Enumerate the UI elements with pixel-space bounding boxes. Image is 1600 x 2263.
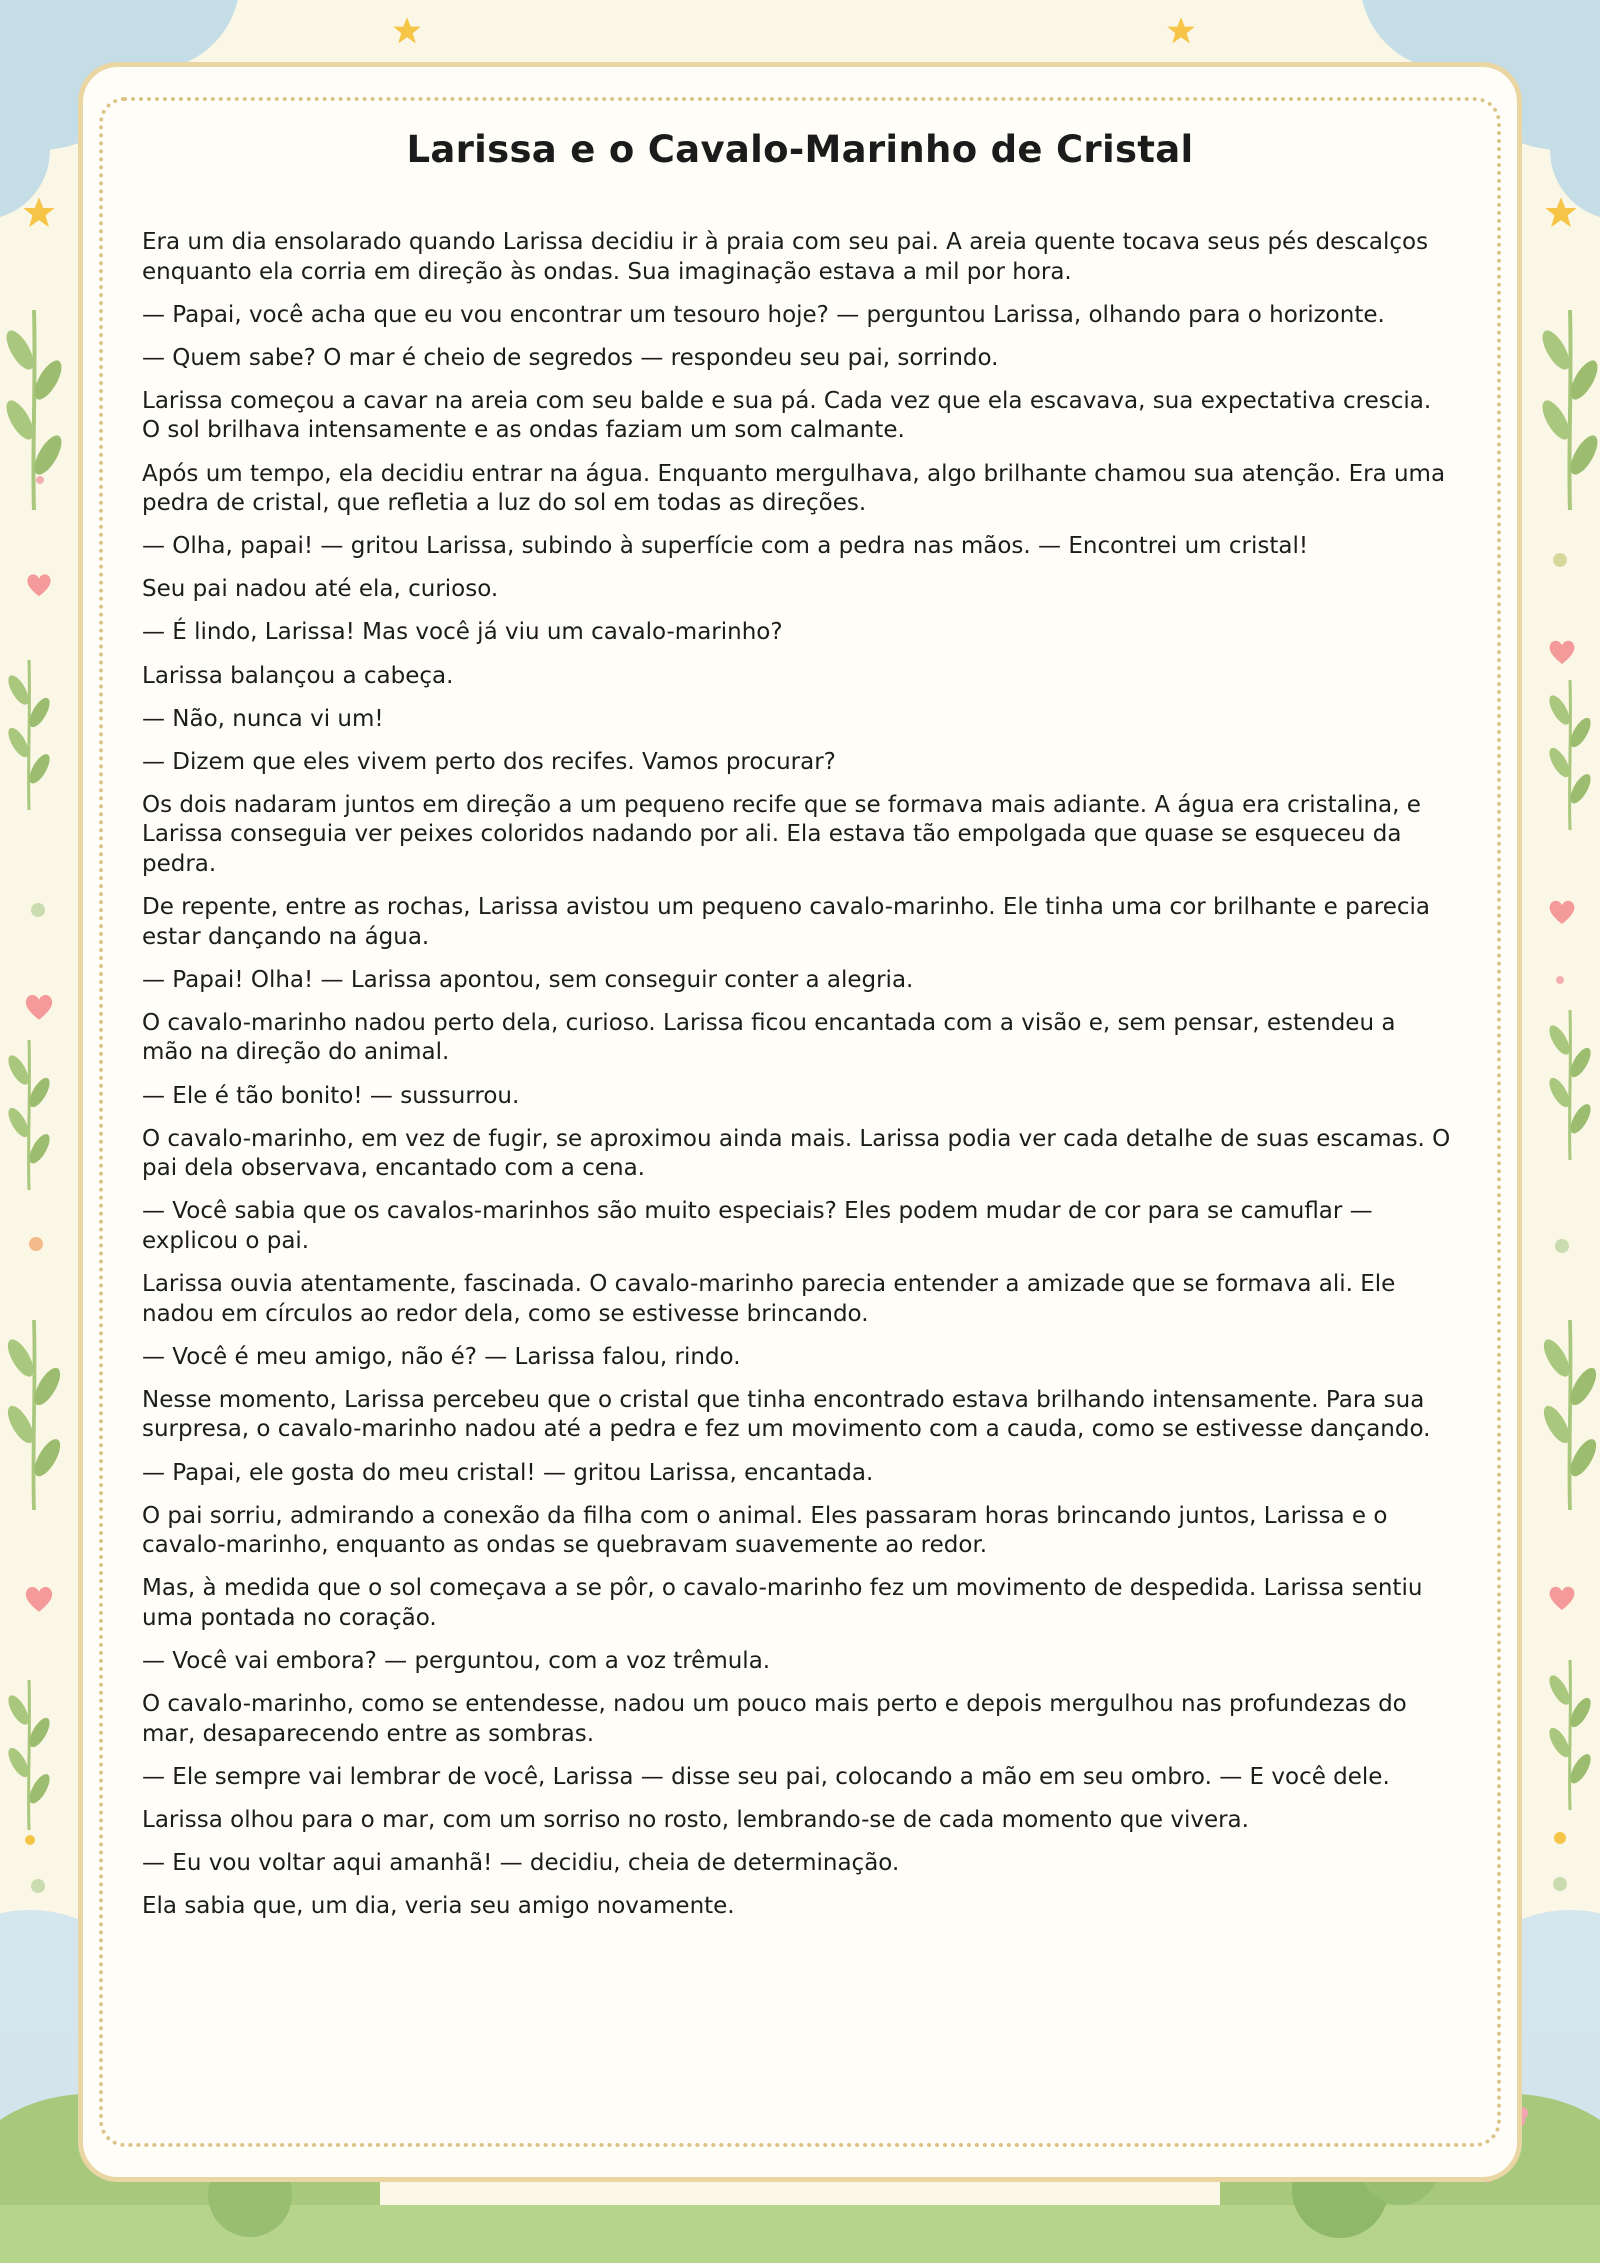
story-paragraph: Larissa olhou para o mar, com um sorriso no rosto, lembrando-se de cada momento que vivera. — [142, 1806, 1249, 1833]
story-paragraph: Os dois nadaram juntos em direção a um pequeno recife que se formava mais adiante. A água era cristalina, e Larissa conseguia ver peixes coloridos nadando por ali. Ela estava tão empolgada que quase se esqueceu da pedra. — [142, 791, 1421, 877]
story-paragraph: O pai sorriu, admirando a conexão da filha com o animal. Eles passaram horas brincando juntos, Larissa e o cavalo-marinho, enquanto as ondas se quebravam suavemente ao redor. — [142, 1502, 1388, 1559]
star-icon — [23, 197, 54, 227]
story-paragraph: — Papai! Olha! — Larissa apontou, sem conseguir conter a alegria. — [142, 966, 914, 993]
leaf-icon — [3, 1320, 65, 1510]
star-icon — [393, 17, 421, 43]
leaf-icon — [1539, 1320, 1600, 1510]
story-title: Larissa e o Cavalo-Marinho de Cristal — [406, 128, 1194, 171]
story-paragraph: — Não, nunca vi um! — [142, 705, 384, 732]
story-paragraph: Era um dia ensolarado quando Larissa decidiu ir à praia com seu pai. A areia quente tocava seus pés descalços enquanto ela corria em direção às ondas. Sua imaginação estava a mil por hora. — [142, 229, 1429, 285]
story-paragraph: — Ele sempre vai lembrar de você, Larissa — disse seu pai, colocando a mão em seu ombro. — E você dele. — [142, 1763, 1390, 1790]
star-icon — [1167, 17, 1195, 43]
heart-icon — [1550, 1587, 1575, 1610]
heart-icon — [27, 574, 50, 596]
story-paragraph: Larissa balançou a cabeça. — [142, 662, 454, 689]
heart-icon — [1550, 641, 1575, 664]
story-paragraph: — Quem sabe? O mar é cheio de segredos — respondeu seu pai, sorrindo. — [142, 344, 999, 371]
leaf-icon — [4, 1040, 53, 1190]
story-paragraph: — Olha, papai! — gritou Larissa, subindo à superfície com a pedra nas mãos. — Encontrei um cristal! — [142, 533, 1309, 560]
leaf-icon — [1545, 1010, 1594, 1160]
heart-icon — [26, 995, 52, 1020]
leaf-icon — [4, 660, 53, 810]
story-paragraph: O cavalo-marinho nadou perto dela, curioso. Larissa ficou encantada com a visão e, sem pensar, estendeu a mão na direção do animal. — [142, 1009, 1396, 1066]
story-paragraph: O cavalo-marinho, como se entendesse, nadou um pouco mais perto e depois mergulhou nas profundezas do mar, desaparecendo entre as sombras. — [142, 1691, 1407, 1747]
heart-icon — [26, 1587, 52, 1612]
story-paragraph: — Eu vou voltar aqui amanhã! — decidiu, cheia de determinação. — [142, 1849, 900, 1876]
story-paragraph: — Dizem que eles vivem perto dos recifes. Vamos procurar? — [142, 748, 836, 775]
story-paragraph: — Ele é tão bonito! — sussurrou. — [142, 1082, 520, 1109]
story-paragraph: O cavalo-marinho, em vez de fugir, se aproximou ainda mais. Larissa podia ver cada detalhe de suas escamas. O pai dela observava, encantado com a cena. — [142, 1125, 1451, 1182]
story-paragraph: Mas, à medida que o sol começava a se pôr, o cavalo-marinho fez um movimento de despedida. Larissa sentiu uma pontada no coração. — [142, 1575, 1423, 1631]
story-paragraph: Seu pai nadou até ela, curioso. — [142, 576, 499, 603]
heart-icon — [1550, 901, 1575, 924]
story-paragraph: — Você vai embora? — perguntou, com a voz trêmula. — [142, 1647, 771, 1674]
story-paragraph: Nesse momento, Larissa percebeu que o cristal que tinha encontrado estava brilhando intensamente. Para sua surpresa, o cavalo-marinho nadou até a pedra e fez um movimento com a cauda, como se estivesse dançando. — [142, 1386, 1431, 1443]
leaf-icon — [1537, 310, 1600, 510]
story-paragraph: — Você é meu amigo, não é? — Larissa falou, rindo. — [142, 1343, 741, 1370]
leaf-icon — [4, 1680, 53, 1830]
leaf-icon — [1545, 1660, 1594, 1810]
story-paragraph: — Papai, ele gosta do meu cristal! — gritou Larissa, encantada. — [142, 1459, 874, 1486]
story-paragraph: Larissa ouvia atentamente, fascinada. O cavalo-marinho parecia entender a amizade que se formava ali. Ele nadou em círculos ao redor dela, como se estivesse brincando. — [142, 1271, 1396, 1327]
story-paragraph: — Você sabia que os cavalos-marinhos são muito especiais? Eles podem mudar de cor para se camuflar — explicou o pai. — [142, 1198, 1373, 1254]
story-paragraph: Ela sabia que, um dia, veria seu amigo novamente. — [142, 1893, 735, 1920]
star-icon — [1545, 197, 1576, 227]
story-text — [142, 228, 1452, 2018]
story-paragraph: De repente, entre as rochas, Larissa avistou um pequeno cavalo-marinho. Ele tinha uma cor brilhante e parecia estar dançando na água. — [142, 894, 1430, 950]
story-paragraph: Larissa começou a cavar na areia com seu balde e sua pá. Cada vez que ela escavava, sua expectativa crescia. O sol brilhava intensamente e as ondas faziam um som calmante. — [142, 387, 1432, 444]
leaf-icon — [1545, 680, 1594, 830]
leaf-icon — [1, 310, 67, 510]
story-paragraph: Após um tempo, ela decidiu entrar na água. Enquanto mergulhava, algo brilhante chamou sua atenção. Era uma pedra de cristal, que refletia a luz do sol em todas as direções. — [142, 460, 1446, 517]
story-paragraph: — É lindo, Larissa! Mas você já viu um cavalo-marinho? — [142, 619, 783, 646]
story-paragraph: — Papai, você acha que eu vou encontrar um tesouro hoje? — perguntou Larissa, olhando para o horizonte. — [142, 301, 1385, 328]
